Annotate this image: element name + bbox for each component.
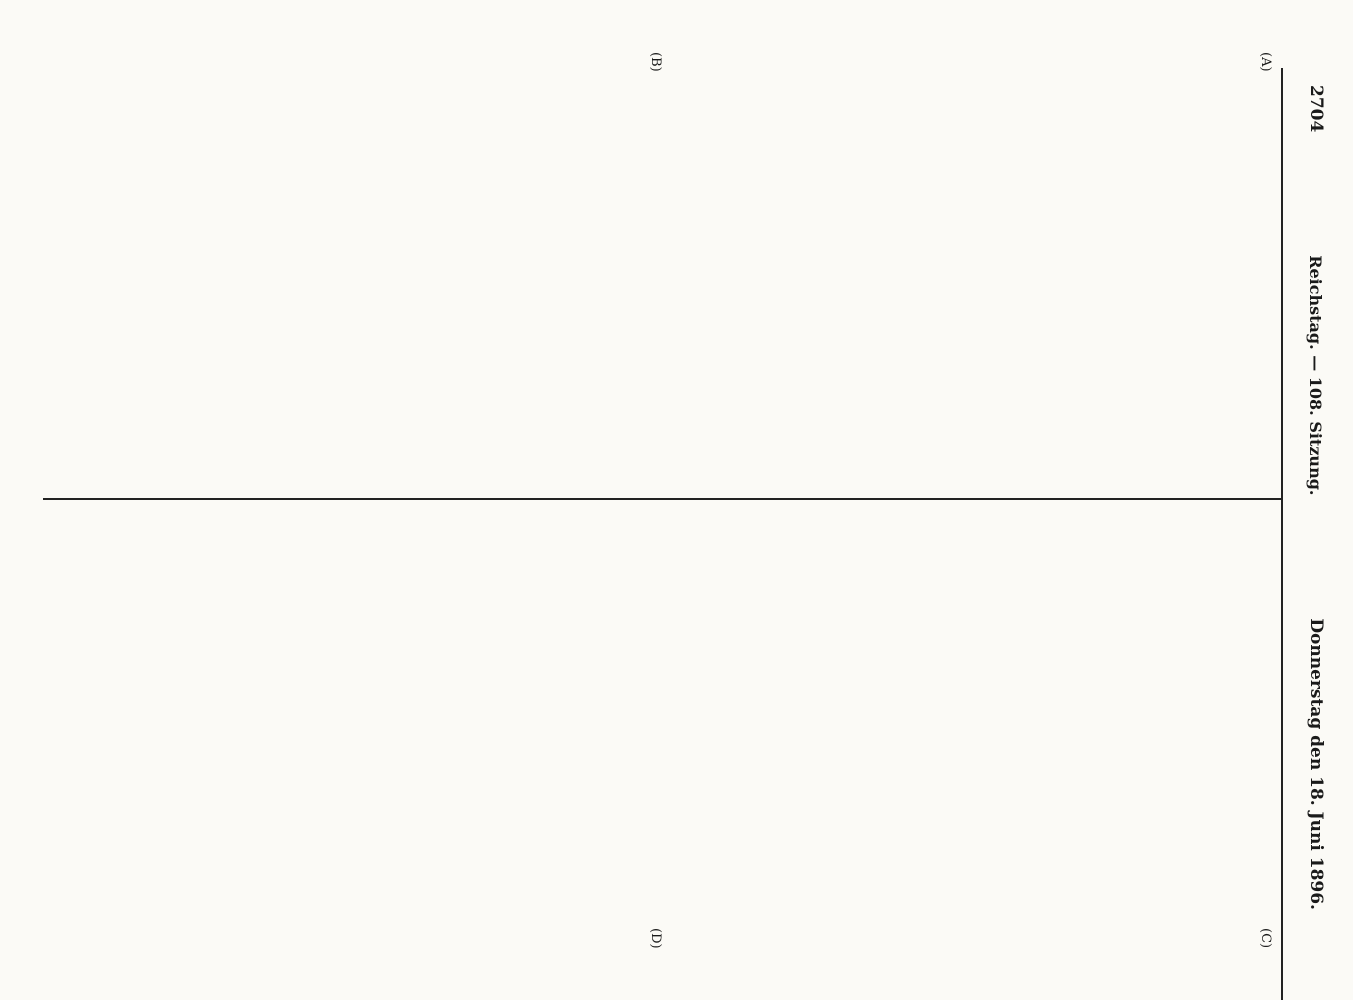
session-date: Donnerstag den 18. Juni 1896. xyxy=(1306,618,1326,910)
page-number: 2704 xyxy=(1306,85,1326,133)
header-rule xyxy=(1281,68,1283,1000)
session-title: Reichstag. — 108. Sitzung. xyxy=(1306,255,1326,496)
margin-letter-b: (B) xyxy=(648,52,663,72)
margin-letter-a: (A) xyxy=(1258,52,1273,72)
right-text-column xyxy=(37,508,1277,920)
left-text-column xyxy=(37,74,1277,486)
column-divider xyxy=(43,498,1283,500)
margin-letter-c: (C) xyxy=(1258,928,1273,949)
page-header xyxy=(1279,0,1353,1000)
margin-letter-d: (D) xyxy=(648,928,663,949)
